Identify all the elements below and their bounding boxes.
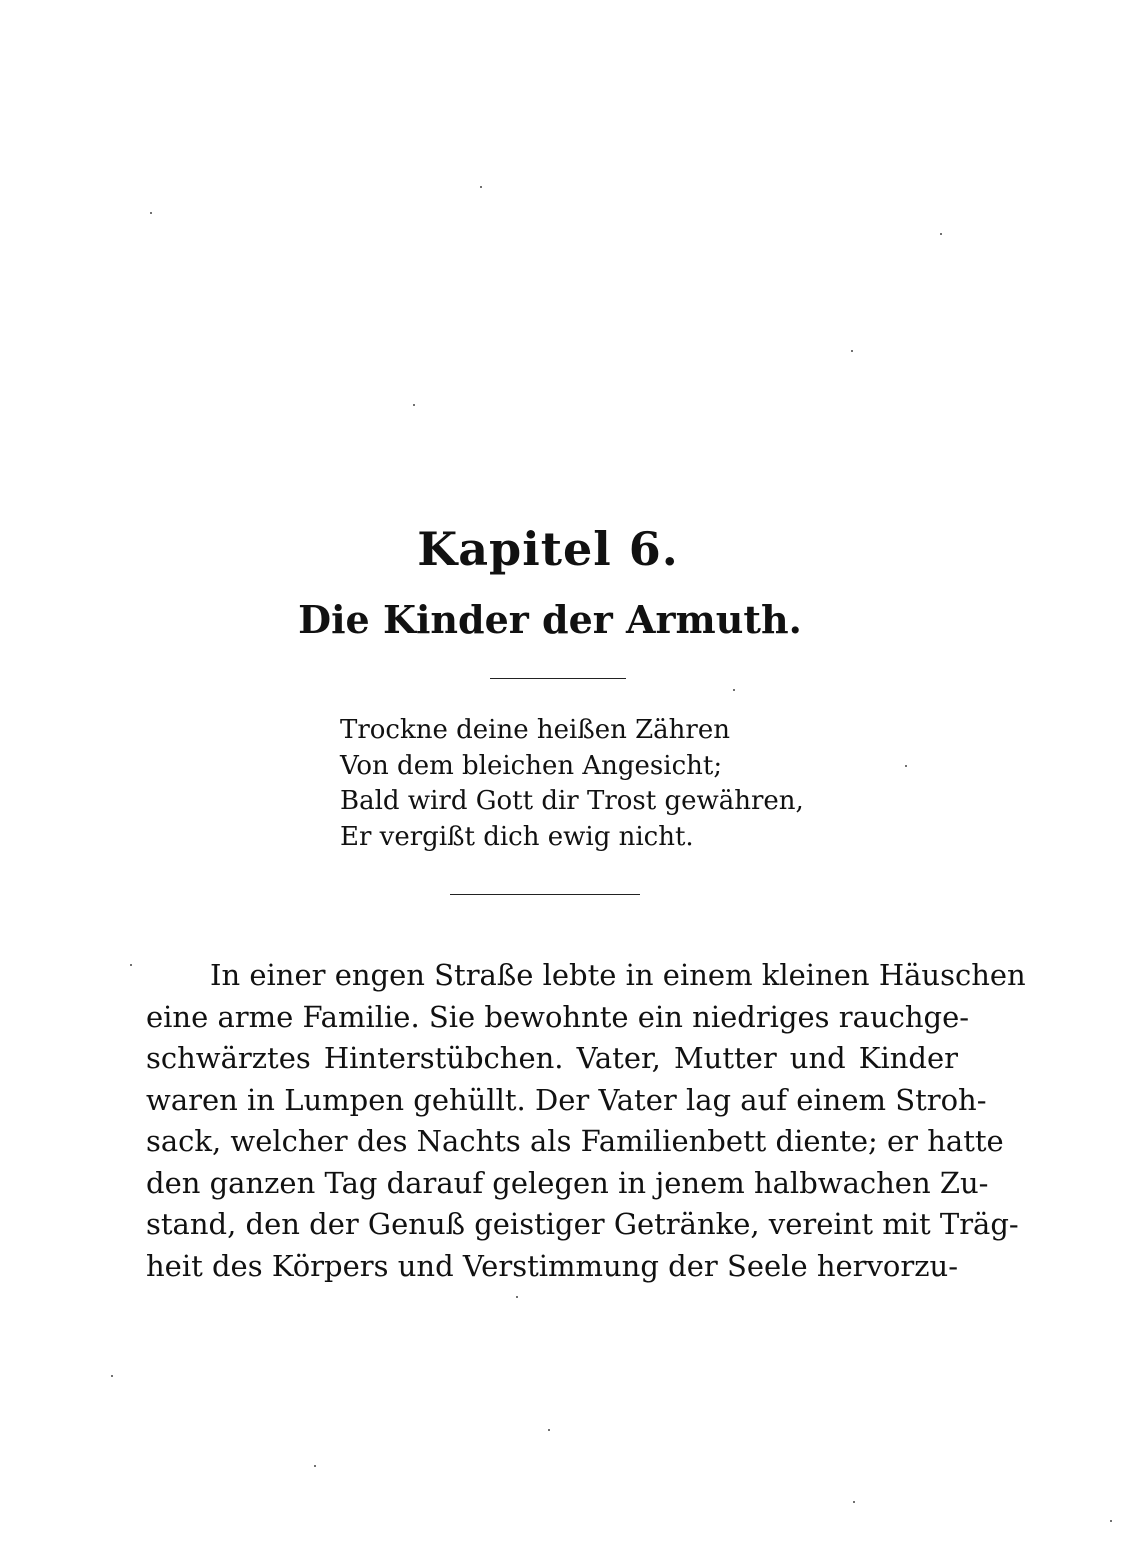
scan-speck	[314, 1465, 316, 1467]
body-paragraph	[146, 955, 1026, 1287]
decorative-rule-top	[490, 678, 626, 679]
chapter-subtitle: Die Kinder der Armuth.	[298, 597, 802, 642]
epigraph-verse	[340, 713, 820, 855]
body-line: stand, den der Genuß geistiger Getränke, vereint mit Träg-	[146, 1207, 1019, 1241]
body-line: den ganzen Tag darauf gelegen in jenem halbwachen Zu-	[146, 1165, 989, 1200]
scan-speck	[111, 1375, 113, 1377]
scan-speck	[548, 1429, 550, 1431]
scan-speck	[413, 404, 415, 406]
body-line: schwärztes Hinterstübchen. Vater, Mutter und Kinder	[146, 1041, 958, 1075]
scan-speck	[150, 212, 152, 214]
body-line: eine arme Familie. Sie bewohnte ein niedriges rauchge-	[146, 999, 970, 1034]
scan-speck	[851, 350, 853, 352]
verse-line: Von dem bleichen Angesicht;	[340, 750, 723, 781]
chapter-title: Kapitel 6.	[417, 522, 679, 576]
scan-speck	[853, 1501, 855, 1503]
verse-line: Trockne deine heißen Zähren	[340, 715, 730, 745]
scan-speck	[905, 765, 907, 767]
scan-speck	[480, 186, 482, 188]
scan-speck	[1110, 1520, 1112, 1522]
scan-speck	[130, 964, 132, 966]
body-line: In einer engen Straße lebte in einem kleinen Häuschen	[210, 958, 1026, 992]
decorative-rule-bottom	[450, 894, 640, 895]
body-line: sack, welcher des Nachts als Familienbett diente; er hatte	[146, 1124, 1004, 1158]
verse-line: Bald wird Gott dir Trost gewähren,	[340, 786, 804, 816]
body-line: waren in Lumpen gehüllt. Der Vater lag auf einem Stroh-	[146, 1082, 987, 1117]
scan-speck	[516, 1296, 518, 1298]
body-line: heit des Körpers und Verstimmung der Seele hervorzu-	[146, 1248, 958, 1283]
verse-line: Er vergißt dich ewig nicht.	[340, 821, 694, 852]
scan-speck	[940, 233, 942, 235]
scan-speck	[733, 689, 735, 691]
